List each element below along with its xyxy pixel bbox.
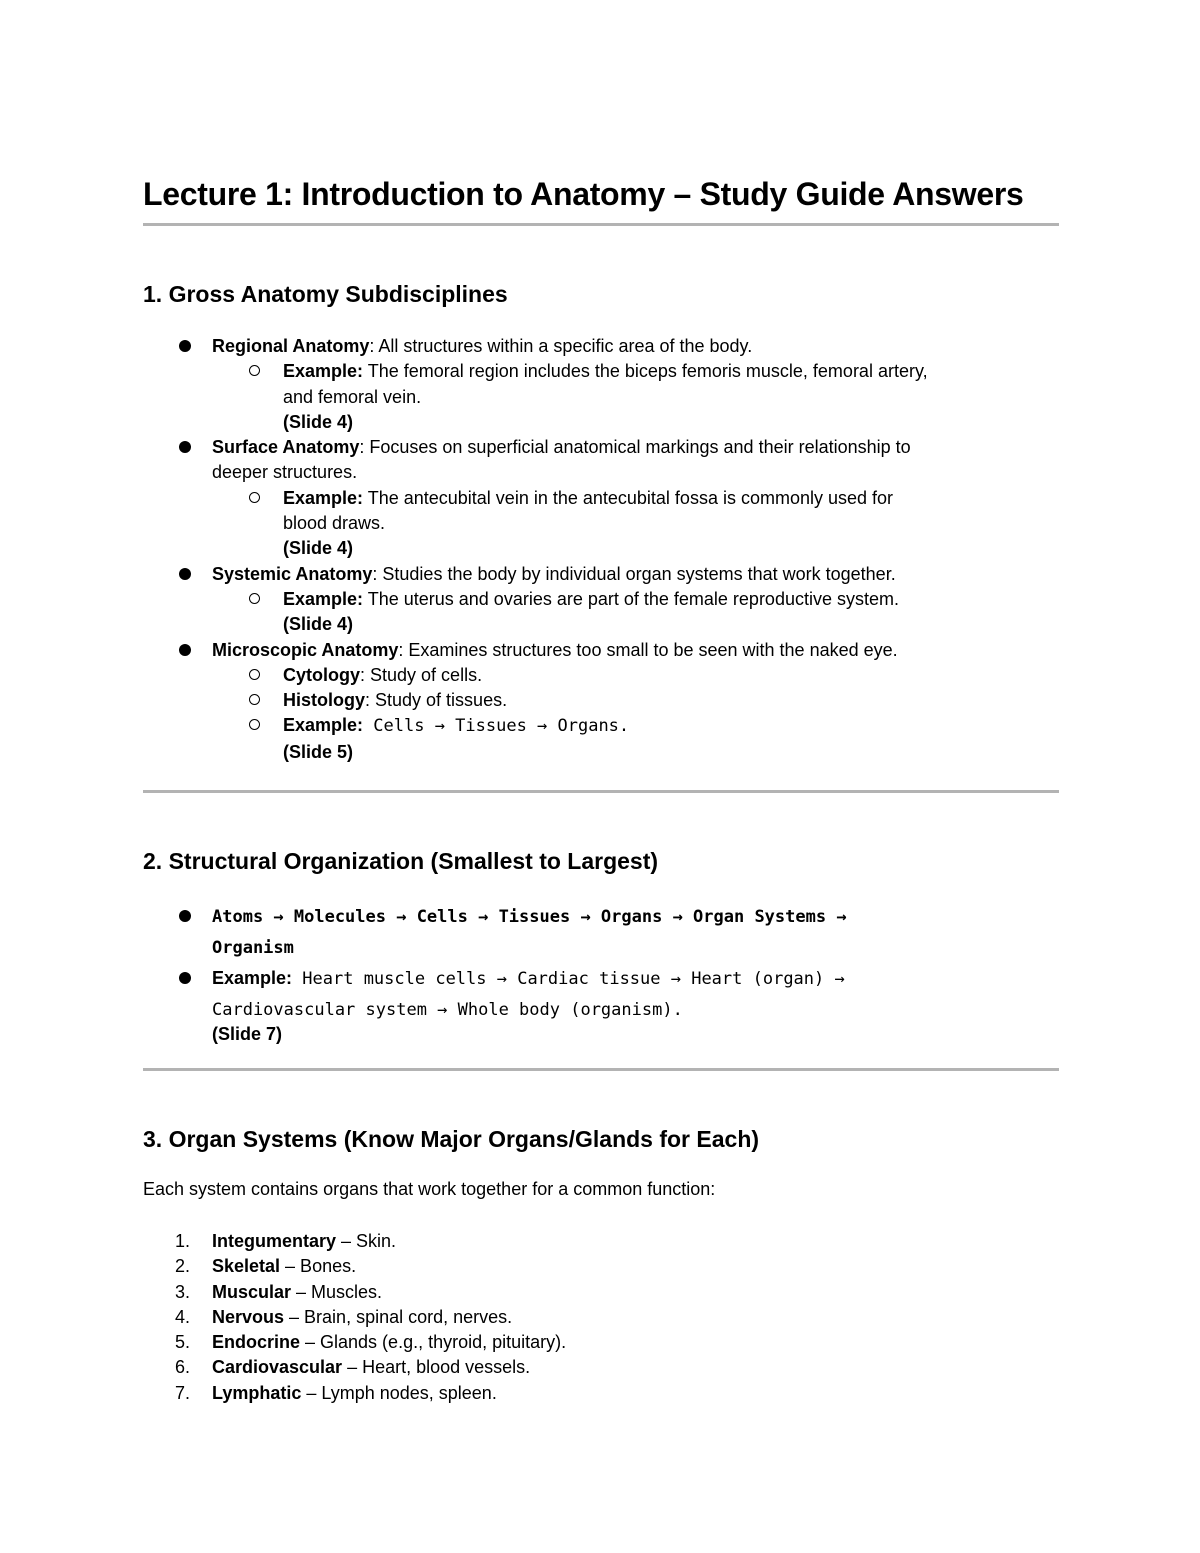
list-number: 2. [175,1256,191,1277]
section-gross-anatomy-list [143,334,1059,765]
term: Microscopic Anatomy [212,639,399,660]
example-text: The femoral region includes the biceps femoris muscle, femoral artery, [363,361,928,382]
term-description: : Study of tissues. [365,690,508,711]
bullet-icon [179,441,191,453]
bullet-icon [179,568,191,580]
system-name: Lymphatic [212,1382,302,1403]
organization-chain: Atoms → Molecules → Cells → Tissues → Organs → Organ Systems → [212,907,847,927]
term-description: : Focuses on superficial anatomical markings and their relationship to [359,437,911,458]
section-structural-organization-list [143,901,1059,1047]
term-description: : Examines structures too small to be seen with the naked eye. [398,639,898,660]
list-number: 4. [175,1306,191,1327]
example-text: Cells → Tissues → Organs. [363,716,630,737]
sub-list-item [143,688,1059,713]
hollow-bullet-icon [249,669,260,680]
slide-reference: (Slide 7) [212,1024,283,1044]
list-number: 6. [175,1357,191,1378]
divider [143,223,1059,226]
section-heading-gross-anatomy: 1. Gross Anatomy Subdisciplines [143,281,508,307]
bullet-icon [179,644,191,656]
example-text: Heart muscle cells → Cardiac tissue → Heart (organ) → [292,969,845,989]
system-organs: – Heart, blood vessels. [342,1357,531,1378]
list-number: 1. [175,1231,191,1251]
example-continuation: Cardiovascular system → Whole body (organism). [212,1000,683,1020]
list-item [143,1229,1059,1254]
list-item [143,1355,1059,1380]
sub-list-item [143,713,1059,739]
example-continuation: blood draws. [283,513,386,534]
system-name: Endocrine [212,1332,301,1353]
term: Surface Anatomy [212,437,360,458]
list-item [143,1305,1059,1330]
section-heading-organ-systems: 3. Organ Systems (Know Major Organs/Glands for Each) [143,1126,760,1152]
system-name: Skeletal [212,1256,281,1277]
sub-list-item [143,587,1059,612]
system-organs: – Glands (e.g., thyroid, pituitary). [300,1332,567,1353]
list-item [143,334,1059,359]
term-description: : Studies the body by individual organ systems that work together. [372,563,896,584]
term: Histology [283,690,366,711]
sub-list-item [143,663,1059,688]
system-organs: – Muscles. [291,1281,383,1302]
bullet-icon [179,972,191,984]
list-item [143,1381,1059,1406]
list-number: 7. [175,1382,191,1403]
example-continuation: and femoral vein. [283,386,422,407]
example-label: Example: [283,487,364,508]
list-item [143,1280,1059,1305]
system-name: Nervous [212,1306,285,1327]
divider [143,790,1059,793]
example-label: Example: [283,715,364,736]
term-description: : Study of cells. [360,664,483,685]
example-label: Example: [212,968,293,988]
system-name: Integumentary [212,1231,337,1251]
slide-reference: (Slide 4) [283,411,354,432]
system-name: Cardiovascular [212,1357,343,1378]
sub-list-item [143,486,1059,511]
list-number: 3. [175,1281,191,1302]
section-heading-structural-organization: 2. Structural Organization (Smallest to Largest) [143,848,659,874]
slide-reference: (Slide 4) [283,614,354,635]
example-text: The antecubital vein in the antecubital fossa is commonly used for [363,487,894,508]
organ-systems-list [143,1229,1059,1406]
slide-reference: (Slide 5) [283,741,354,762]
system-organs: – Bones. [280,1256,357,1277]
bullet-icon [179,910,191,922]
term-description: : All structures within a specific area of the body. [369,336,753,356]
divider [143,1068,1059,1071]
term: Systemic Anatomy [212,563,373,584]
system-organs: – Lymph nodes, spleen. [301,1382,497,1403]
hollow-bullet-icon [249,694,260,705]
page-title: Lecture 1: Introduction to Anatomy – Study Guide Answers [143,176,1024,212]
hollow-bullet-icon [249,593,260,604]
bullet-icon [179,340,191,352]
example-label: Example: [283,361,364,382]
section-intro: Each system contains organs that work together for a common function: [143,1179,716,1199]
example-label: Example: [283,588,364,609]
example-text: The uterus and ovaries are part of the female reproductive system. [363,588,899,609]
hollow-bullet-icon [249,719,260,730]
system-organs: – Brain, spinal cord, nerves. [284,1306,513,1327]
system-name: Muscular [212,1281,292,1302]
list-item [143,1254,1059,1279]
term: Cytology [283,664,361,685]
sub-list-item [143,359,1059,384]
list-item [143,1330,1059,1355]
system-organs: – Skin. [336,1231,397,1251]
slide-reference: (Slide 4) [283,538,354,559]
list-item [143,963,1059,994]
hollow-bullet-icon [249,365,260,376]
description-continuation: deeper structures. [212,462,358,483]
list-item [143,638,1059,663]
list-number: 5. [175,1332,191,1353]
term: Regional Anatomy [212,336,370,356]
list-item [143,435,1059,460]
hollow-bullet-icon [249,492,260,503]
list-item [143,901,1059,932]
list-item [143,562,1059,587]
organization-chain-continuation: Organism [212,938,294,958]
